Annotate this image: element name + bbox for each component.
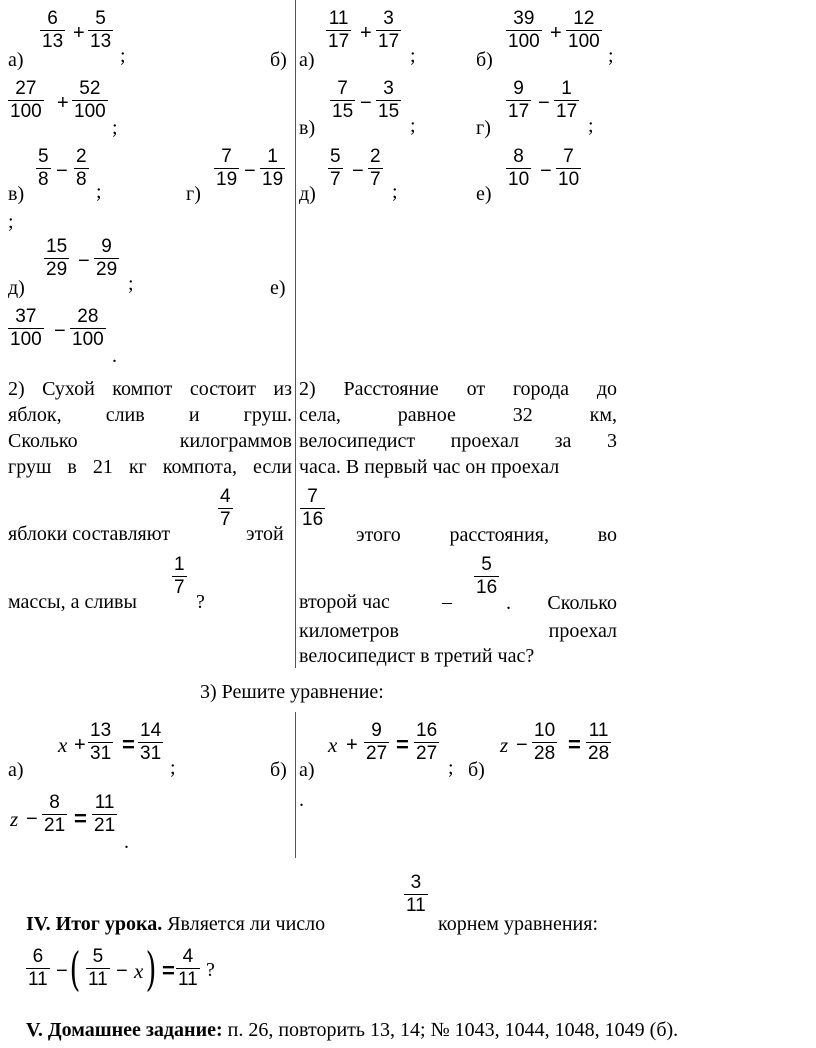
- minus-sign: −: [56, 160, 68, 182]
- minus-sign: −: [516, 734, 528, 756]
- fraction-7-19: 7 19: [216, 146, 238, 190]
- plus-sign: +: [360, 22, 372, 44]
- fraction-2-7: 2 7: [370, 146, 381, 190]
- minus-sign: −: [352, 160, 364, 182]
- label-a: а): [8, 759, 24, 781]
- minus-sign: −: [538, 92, 550, 114]
- label-v: в): [299, 117, 316, 139]
- equals-sign: =: [122, 732, 135, 757]
- semicolon: ;: [128, 273, 134, 295]
- fraction-9-27: 9 27: [366, 720, 388, 764]
- fraction-1-7: 1 7: [174, 554, 185, 598]
- fraction-6-11: 6 11: [28, 946, 48, 990]
- summary-text-1: Является ли число: [167, 913, 326, 935]
- summary-bold: IV. Итог урока.: [26, 913, 163, 935]
- fraction-3-17: 3 17: [378, 8, 400, 52]
- equals-sign: =: [396, 732, 409, 757]
- question-mark: ?: [206, 959, 215, 981]
- problem-2-left-text: 2) Сухой компот состоит из яблок, слив и груш. Сколько килограммов груш в 21 кг компота, если: [8, 378, 292, 478]
- plus-sign: +: [346, 734, 358, 756]
- semicolon: ;: [410, 45, 416, 67]
- fraction-4-11: 4 11: [178, 946, 198, 990]
- fraction-2-8: 2 8: [76, 146, 87, 190]
- label-b: б): [270, 759, 287, 781]
- label-d: д): [299, 183, 316, 205]
- fraction-52-100: 52 100: [74, 78, 106, 122]
- label-g: г): [476, 117, 491, 139]
- homework-bold: V. Домашнее задание:: [26, 1019, 223, 1041]
- fraction-9-17: 9 17: [508, 78, 530, 122]
- fraction-1-17: 1 17: [556, 78, 578, 122]
- fraction-9-29: 9 29: [96, 236, 118, 280]
- problem-2-left-line6: массы, а сливы: [8, 591, 137, 613]
- fraction-5-13: 5 13: [90, 8, 112, 52]
- semicolon: ;: [410, 115, 416, 137]
- variable-x: x: [328, 733, 338, 757]
- variable-z: z: [10, 807, 19, 831]
- fraction-4-7: 4 7: [220, 486, 231, 530]
- minus-sign: −: [360, 92, 372, 114]
- fraction-16-27: 16 27: [416, 720, 438, 764]
- semicolon: ;: [112, 117, 118, 139]
- variable-x: x: [58, 733, 68, 757]
- fraction-11-28: 11 28: [588, 720, 610, 764]
- fraction-7-10: 7 10: [558, 146, 580, 190]
- problem-2-left-line5: яблоки составляют: [8, 523, 171, 545]
- label-e: е): [270, 277, 286, 299]
- column-divider-equations: [295, 712, 296, 858]
- fraction-13-31: 13 31: [90, 720, 112, 764]
- plus-sign: +: [550, 22, 562, 44]
- variable-x: x: [134, 959, 144, 983]
- summary-text-2: корнем уравнения:: [438, 913, 598, 935]
- fraction-37-100: 37 100: [10, 306, 42, 350]
- fraction-3-15: 3 15: [378, 78, 400, 122]
- label-a: а): [299, 49, 315, 71]
- semicolon: ;: [170, 757, 176, 779]
- fraction-7-16: 7 16: [302, 486, 324, 530]
- label-b: б): [468, 759, 485, 781]
- period: .: [124, 831, 129, 853]
- label-g: г): [186, 183, 201, 205]
- semicolon: ;: [608, 45, 614, 67]
- label-b: б): [476, 49, 493, 71]
- right-parenthesis: ): [145, 942, 157, 996]
- problem-2-right-last: велосипедист в третий час?: [299, 645, 535, 667]
- fraction-28-100: 28 100: [72, 306, 104, 350]
- label-b: б): [270, 49, 287, 71]
- semicolon: ;: [588, 115, 594, 137]
- plus-sign: +: [73, 22, 85, 44]
- fraction-5-16: 5 16: [476, 554, 498, 598]
- fraction-3-11: 3 11: [406, 872, 426, 916]
- equals-sign: =: [74, 806, 87, 831]
- minus-sign: −: [26, 808, 38, 830]
- question-mark: ?: [196, 591, 205, 613]
- summary-heading: [26, 912, 325, 936]
- fraction-10-28: 10 28: [534, 720, 556, 764]
- minus-sign: −: [540, 160, 552, 182]
- task-3-title: 3) Решите уравнение:: [200, 681, 384, 703]
- fraction-8-21: 8 21: [44, 792, 66, 836]
- fraction-39-100: 39 100: [508, 8, 540, 52]
- problem-2-right-line6b: . Сколько: [506, 592, 617, 614]
- homework-text: п. 26, повторить 13, 14; № 1043, 1044, 1048, 1049 (б).: [227, 1019, 679, 1041]
- label-e: е): [476, 183, 492, 205]
- semicolon: ;: [120, 45, 126, 67]
- label-a: а): [299, 759, 315, 781]
- minus-sign: −: [56, 960, 68, 982]
- label-v: в): [8, 183, 25, 205]
- minus-sign: −: [78, 250, 90, 272]
- label-a: а): [8, 49, 24, 71]
- fraction-12-100: 12 100: [568, 8, 600, 52]
- fraction-6-13: 6 13: [42, 8, 64, 52]
- fraction-7-15: 7 15: [332, 78, 354, 122]
- problem-2-right-line5: этого расстояния, во: [356, 524, 617, 546]
- problem-2-right-line6: второй час: [299, 591, 390, 613]
- plus-sign: +: [57, 92, 69, 114]
- variable-z: z: [500, 733, 509, 757]
- fraction-11-21: 11 21: [94, 792, 116, 836]
- minus-sign: −: [116, 960, 128, 982]
- fraction-5-7: 5 7: [330, 146, 341, 190]
- label-d: д): [8, 277, 25, 299]
- fraction-15-29: 15 29: [46, 236, 68, 280]
- fraction-1-19: 1 19: [262, 146, 284, 190]
- left-parenthesis: (: [69, 942, 81, 996]
- semicolon: ;: [448, 757, 454, 779]
- equals-sign: =: [568, 732, 581, 757]
- equals-sign: =: [162, 958, 175, 983]
- fraction-5-11: 5 11: [88, 946, 108, 990]
- problem-2-left-line5b: этой: [246, 523, 284, 545]
- fraction-27-100: 27 100: [10, 78, 42, 122]
- minus-sign: −: [54, 320, 66, 342]
- minus-sign: −: [244, 160, 256, 182]
- fraction-11-17: 11 17: [328, 8, 350, 52]
- fraction-5-8: 5 8: [38, 146, 49, 190]
- dash: –: [442, 591, 452, 613]
- semicolon: ;: [392, 181, 398, 203]
- plus-sign: +: [74, 734, 86, 756]
- period: .: [112, 345, 117, 367]
- semicolon: ;: [8, 211, 14, 233]
- problem-2-right-text: 2) Расстояние от города до села, равное 32 км, велосипедист проехал за 3 часа. В первый час он проехал: [299, 378, 617, 478]
- homework-line: [26, 1018, 678, 1042]
- semicolon: ;: [96, 181, 102, 203]
- column-divider-top: [295, 0, 296, 668]
- fraction-14-31: 14 31: [140, 720, 162, 764]
- problem-2-right-end: километров проехал: [299, 620, 617, 642]
- fraction-8-10: 8 10: [508, 146, 530, 190]
- period: .: [299, 789, 304, 811]
